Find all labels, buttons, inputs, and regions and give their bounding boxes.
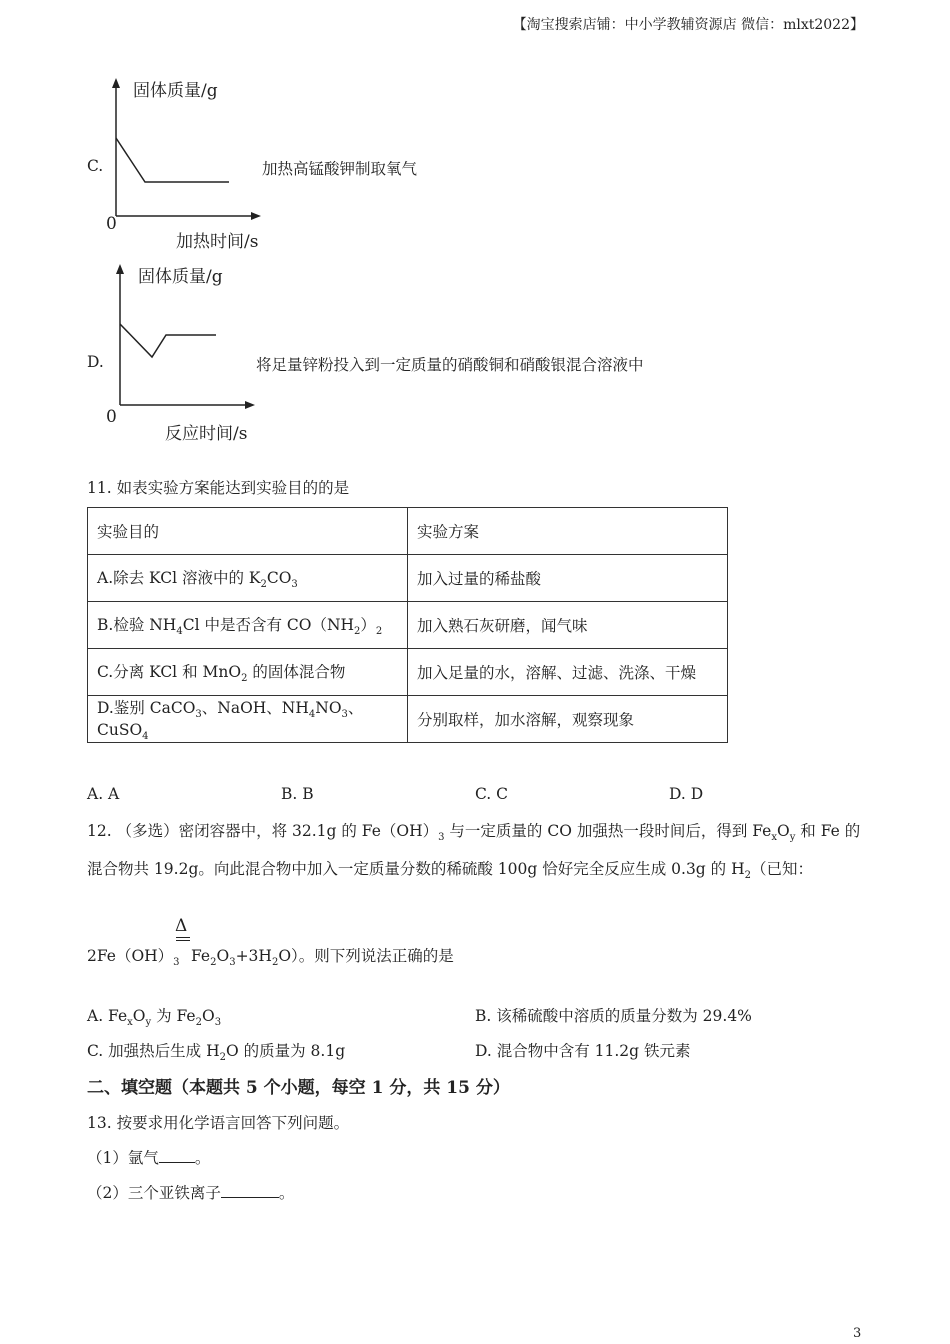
table-cell-purpose: D.鉴别 CaCO$_3$、NaOH、$NH_4NO_3$、CuSO$_4$	[88, 696, 408, 743]
q11-option-c: C. C	[475, 785, 509, 803]
q12-stem-line1: 12. （多选）密闭容器中，将 32.1g 的 $Fe(OH)_3$ 与一定质量的 CO 加强热一段时间后，得到 $Fe_xO_y$ 和 Fe 的	[87, 822, 861, 844]
table-cell-purpose: A.除去 KCl 溶液中的 $K_2CO_3$	[88, 555, 408, 602]
table-cell-plan: 分别取样，加水溶解，观察现象	[408, 696, 728, 743]
graph-d-ylabel: 固体质量/g	[138, 267, 223, 287]
answer-blank[interactable]	[159, 1148, 195, 1163]
q11-stem: 11. 如表实验方案能达到实验目的的是	[87, 479, 350, 497]
q13-item2: （2）三个亚铁离子 。	[87, 1184, 295, 1202]
q11-option-a: A. A	[87, 785, 120, 803]
table-cell-plan: 加入过量的稀盐酸	[408, 555, 728, 602]
graph-c-origin: 0	[106, 214, 117, 234]
q12-equation-left: $2Fe(OH)_3$	[87, 947, 180, 969]
graph-c-x-arrow	[251, 212, 261, 220]
q12-option-c: C. 加强热后生成 $H_2O$ 的质量为 8.1g	[87, 1042, 346, 1064]
table-header-purpose: 实验目的	[88, 508, 408, 555]
graph-c-xlabel: 加热时间/s	[176, 232, 259, 252]
experiment-table	[87, 507, 728, 743]
graph-c-option: C.	[87, 157, 104, 175]
graph-d-curve	[120, 324, 216, 357]
q12-option-d: D. 混合物中含有 11.2g 铁元素	[475, 1042, 691, 1060]
q12-option-a: A. $Fe_xO_y$ 为 $Fe_2O_3$	[87, 1007, 222, 1029]
heat-delta-symbol: Δ	[175, 916, 188, 936]
table-cell-purpose: B.检验 $NH_4Cl$ 中是否含有 $CO(NH_2)_2$	[88, 602, 408, 649]
table-row	[88, 649, 728, 696]
graph-d-caption: 将足量锌粉投入到一定质量的硝酸铜和硝酸银混合溶液中	[256, 356, 644, 374]
q13-item1: （1）氩气 。	[87, 1149, 211, 1167]
page-header: 【淘宝搜索店铺：中小学教辅资源店 微信：mlxt2022】	[512, 17, 864, 33]
table-cell-plan: 加入熟石灰研磨，闻气味	[408, 602, 728, 649]
graph-d-origin: 0	[106, 407, 117, 427]
q11-option-d: D. D	[669, 785, 704, 803]
graph-d-x-arrow	[245, 401, 255, 409]
answer-blank[interactable]	[221, 1183, 279, 1198]
table-cell-plan: 加入足量的水，溶解、过滤、洗涤、干燥	[408, 649, 728, 696]
q12-equation-right: $Fe_2O_3+3H_2O$）。则下列说法正确的是	[191, 947, 454, 969]
q12-stem-line2: 混合物共 19.2g。向此混合物中加入一定质量分数的稀硫酸 100g 恰好完全反应生成 0.3g 的 $H_2$（已知：	[87, 860, 813, 882]
graph-d-xlabel: 反应时间/s	[165, 424, 248, 444]
equals-sign-icon	[175, 936, 191, 942]
q11-option-b: B. B	[281, 785, 314, 803]
table-cell-purpose: C.分离 KCl 和 MnO$_2$ 的固体混合物	[88, 649, 408, 696]
table-row	[88, 602, 728, 649]
section-title: 二、填空题（本题共 5 个小题，每空 1 分，共 15 分）	[87, 1078, 510, 1098]
graph-d-option: D.	[87, 353, 104, 371]
q12-option-b: B. 该稀硫酸中溶质的质量分数为 29.4%	[475, 1007, 752, 1025]
graph-c-curve	[116, 138, 229, 182]
graph-c-y-arrow	[112, 78, 120, 88]
graph-c-caption: 加热高锰酸钾制取氧气	[262, 160, 418, 178]
q13-stem: 13. 按要求用化学语言回答下列问题。	[87, 1114, 350, 1132]
table-row	[88, 555, 728, 602]
table-header-row	[88, 508, 728, 555]
table-row	[88, 696, 728, 743]
table-header-plan: 实验方案	[408, 508, 728, 555]
graph-d-y-arrow	[116, 264, 124, 274]
page-number: 3	[853, 1326, 862, 1341]
graph-c-ylabel: 固体质量/g	[133, 81, 218, 101]
